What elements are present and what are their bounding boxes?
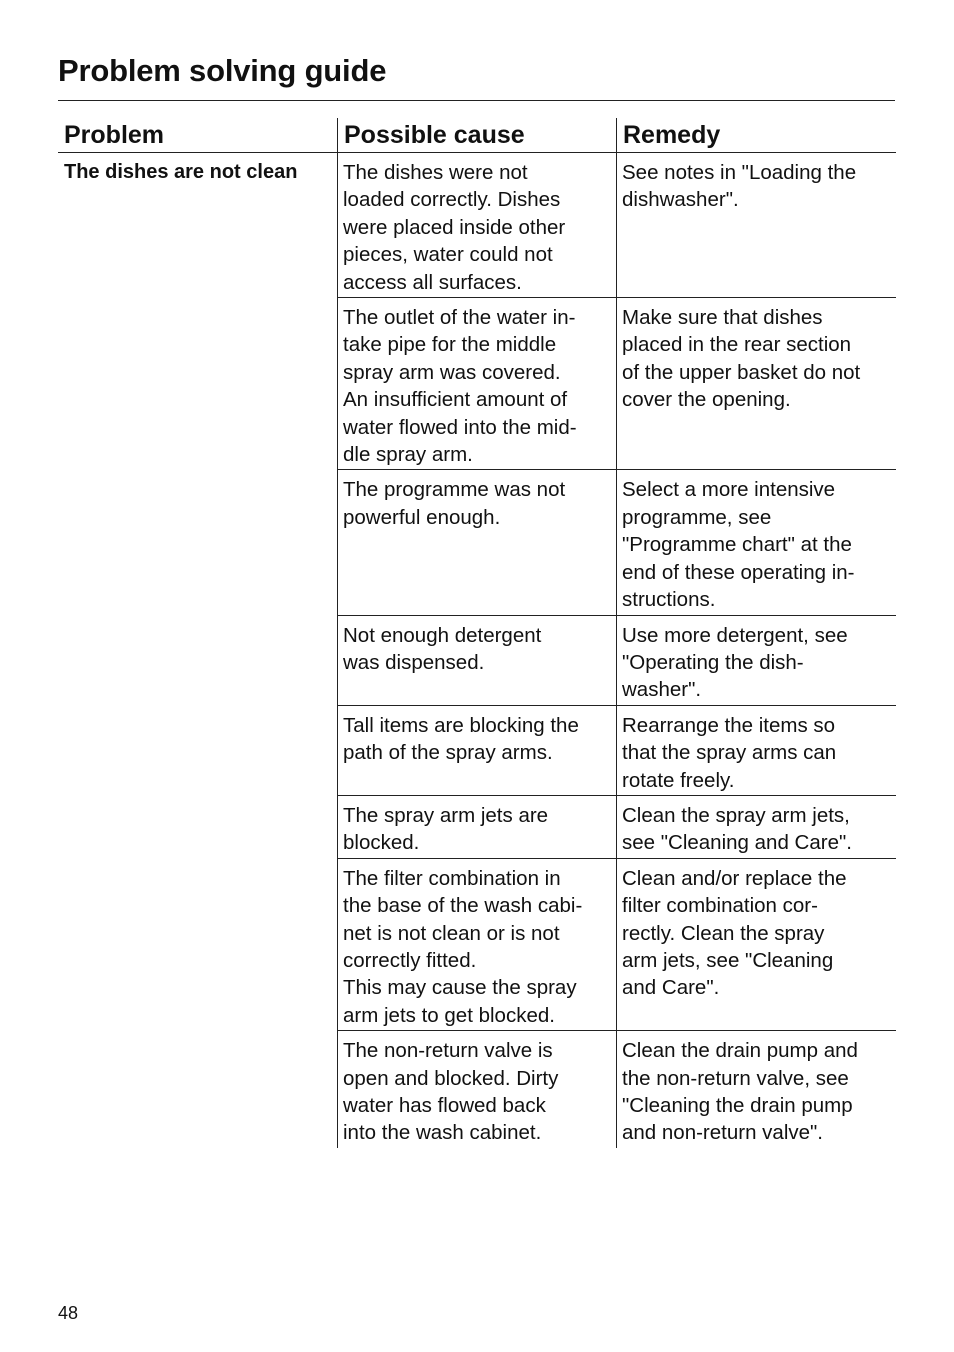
table-row — [337, 796, 896, 859]
remedy-cell: Make sure that dishes placed in the rear section of the upper basket do not cover the opening. — [616, 298, 896, 469]
title-divider — [58, 100, 895, 101]
table-row — [337, 298, 896, 470]
cause-cell: Not enough detergent was dispensed. — [337, 616, 616, 705]
cause-cell: The outlet of the water in- take pipe for the middle spray arm was covered. An insufficient amount of water flowed into the mid- dle spray arm. — [337, 298, 616, 469]
remedy-cell: See notes in "Loading the dishwasher". — [616, 153, 896, 297]
remedy-cell: Use more detergent, see "Operating the dish- washer". — [616, 616, 896, 705]
cause-cell: The programme was not powerful enough. — [337, 470, 616, 614]
remedy-cell: Clean and/or replace the filter combination cor- rectly. Clean the spray arm jets, see "Cleaning and Care". — [616, 859, 896, 1030]
cause-remedy-rows — [337, 153, 896, 1148]
problem-table — [58, 118, 896, 1148]
cause-cell: The spray arm jets are blocked. — [337, 796, 616, 858]
header-possible-cause: Possible cause — [337, 118, 616, 152]
header-remedy: Remedy — [616, 118, 896, 152]
remedy-cell: Rearrange the items so that the spray arms can rotate freely. — [616, 706, 896, 795]
table-row — [337, 153, 896, 298]
remedy-cell: Clean the spray arm jets, see "Cleaning and Care". — [616, 796, 896, 858]
table-row — [337, 616, 896, 706]
remedy-cell: Clean the drain pump and the non-return valve, see "Cleaning the drain pump and non-return valve". — [616, 1031, 896, 1148]
cause-cell: Tall items are blocking the path of the spray arms. — [337, 706, 616, 795]
table-body — [58, 153, 896, 1148]
table-row — [337, 1031, 896, 1148]
header-problem: Problem — [64, 121, 165, 149]
cause-cell: The dishes were not loaded correctly. Dishes were placed inside other pieces, water could not access all surfaces. — [337, 153, 616, 297]
remedy-cell: Select a more intensive programme, see "Programme chart" at the end of these operating in- structions. — [616, 470, 896, 614]
page-title: Problem solving guide — [58, 53, 387, 88]
cause-cell: The filter combination in the base of the wash cabi- net is not clean or is not correctly fitted. This may cause the spray arm jets to get blocked. — [337, 859, 616, 1030]
table-row — [337, 706, 896, 796]
problem-label: The dishes are not clean — [64, 161, 298, 183]
cause-cell: The non-return valve is open and blocked. Dirty water has flowed back into the wash cabinet. — [337, 1031, 616, 1148]
page-number: 48 — [58, 1303, 79, 1323]
table-row — [337, 470, 896, 615]
table-row — [337, 859, 896, 1031]
table-header — [58, 118, 896, 153]
